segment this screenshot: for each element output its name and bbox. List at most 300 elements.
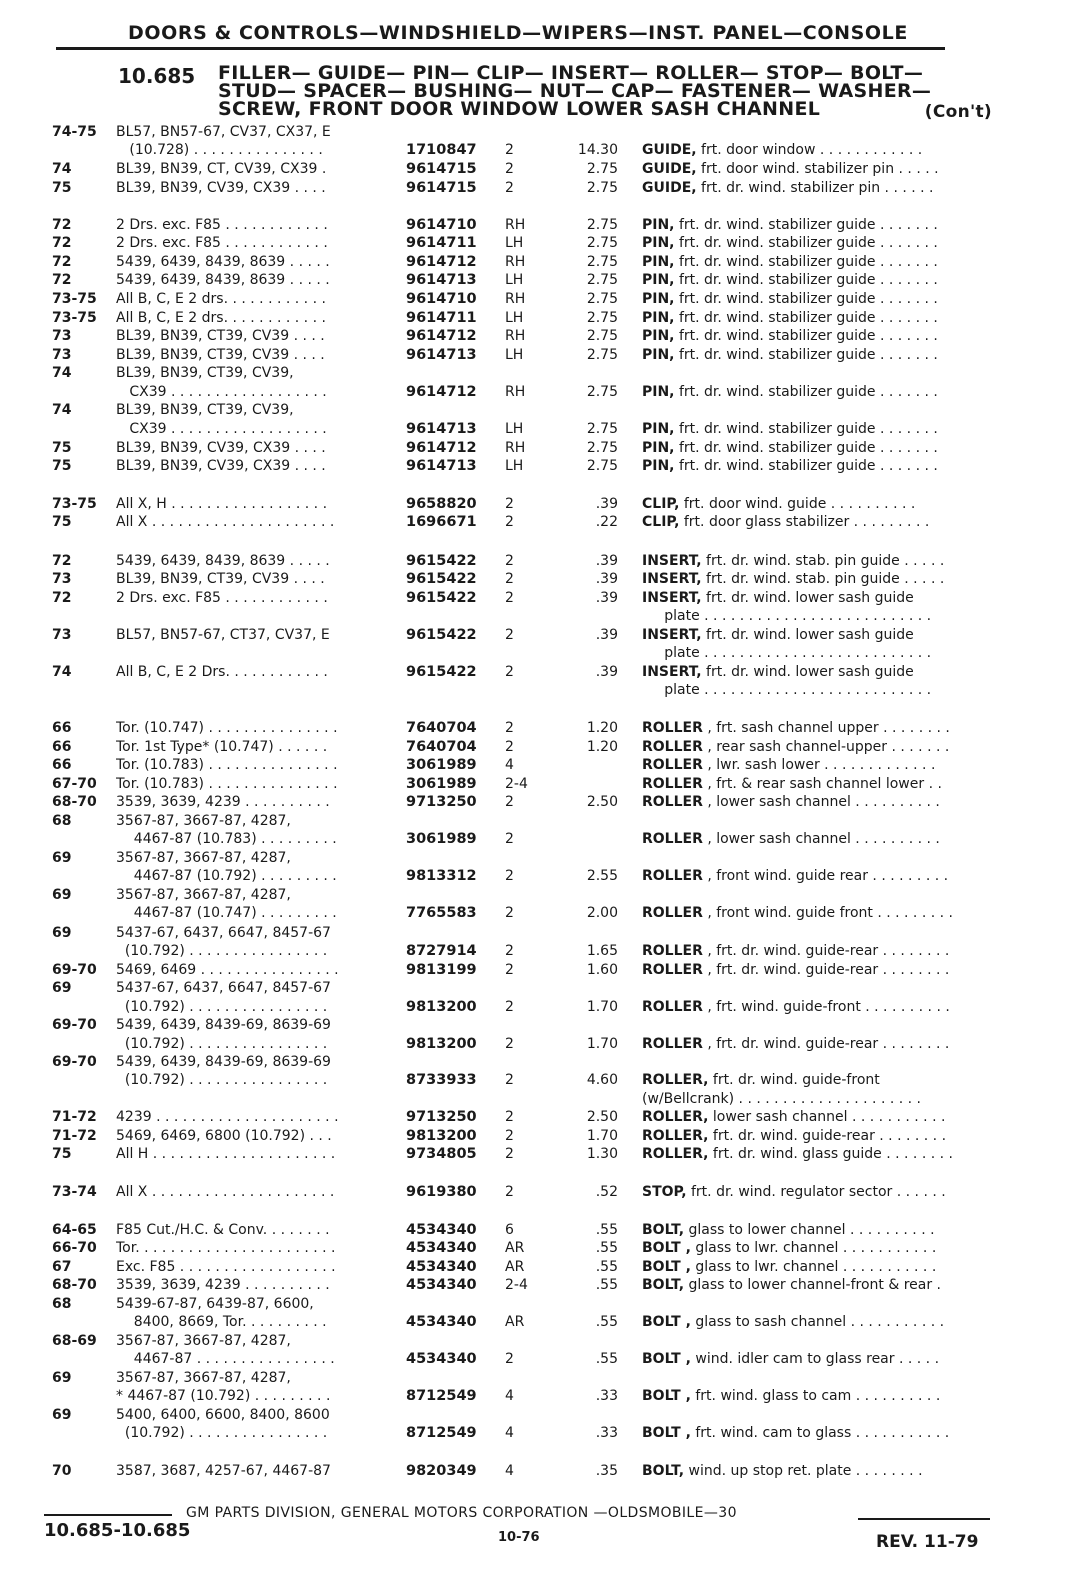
quantity-cell: LH [505,347,524,363]
price-cell: 1.60 [586,962,618,978]
description-cell [642,514,1007,531]
price-cell: 2.75 [586,328,618,344]
part-name: BOLT, [642,1222,685,1238]
year-cell: 72 [52,235,72,251]
model-cell: 5469, 6469 . . . . . . . . . . . . . . . . [116,962,339,978]
description-cell [642,384,1007,401]
price-cell: 1.20 [586,739,618,755]
description-cell [642,180,1007,197]
part-number-cell: 4534340 [406,1240,477,1256]
model-cell: 5439, 6439, 8439-69, 8639-69 [116,1017,331,1033]
description-cell [642,440,1007,457]
part-number-cell: 9614712 [406,328,477,344]
model-cell: BL39, BN39, CT39, CV39, [116,365,294,381]
part-name: ROLLER [642,739,703,755]
quantity-cell: 2 [505,794,514,810]
model-cell: Tor. . . . . . . . . . . . . . . . . . . . . . . [116,1240,336,1256]
price-cell: 1.70 [586,1128,618,1144]
part-description: frt. dr. wind. stabilizer guide . . . . . . . [674,235,938,251]
year-cell: 68 [52,813,72,829]
part-number-cell: 9713250 [406,794,477,810]
price-cell: .39 [595,627,618,643]
quantity-cell: 6 [505,1222,514,1238]
price-cell: 2.75 [586,161,618,177]
price-cell: 2.55 [586,868,618,884]
year-cell: 69-70 [52,962,97,978]
part-number-cell: 3061989 [406,776,477,792]
part-name: PIN, [642,254,675,270]
part-description: , frt. dr. wind. guide-rear . . . . . . . . [702,962,950,978]
part-description: frt. door window . . . . . . . . . . . . [696,142,923,158]
part-number-cell: 7640704 [406,739,477,755]
description-cell [642,720,1007,737]
part-name: PIN, [642,347,675,363]
quantity-cell: LH [505,235,524,251]
year-cell: 74 [52,402,72,418]
part-description: frt. wind. cam to glass . . . . . . . . . . . [690,1425,950,1441]
part-name: PIN, [642,440,675,456]
model-cell: BL57, BN57-67, CT37, CV37, E [116,627,330,643]
part-number-cell: 9615422 [406,553,477,569]
price-cell: 1.70 [586,999,618,1015]
part-number-cell: 9813312 [406,868,477,884]
description-cell [642,999,1007,1016]
part-name: PIN, [642,421,675,437]
description-cell [642,1388,1007,1405]
quantity-cell: 2 [505,664,514,680]
quantity-cell: 2 [505,999,514,1015]
quantity-cell: 2 [505,739,514,755]
part-number-cell: 9713250 [406,1109,477,1125]
part-description: wind. idler cam to glass rear . . . . . [690,1351,940,1367]
price-cell: .55 [595,1240,618,1256]
price-cell: .35 [595,1463,618,1479]
part-name: ROLLER [642,794,703,810]
year-cell: 74-75 [52,124,97,140]
quantity-cell: 4 [505,1388,514,1404]
year-cell: 69-70 [52,1017,97,1033]
part-description: frt. dr. wind. stabilizer guide . . . . . . . [674,254,938,270]
part-number-cell: 9614710 [406,217,477,233]
model-cell: (10.792) . . . . . . . . . . . . . . . . [116,1425,328,1441]
year-cell: 69 [52,850,72,866]
year-cell: 66 [52,757,72,773]
year-cell: 68-70 [52,794,97,810]
model-cell: 3567-87, 3667-87, 4287, [116,887,291,903]
year-cell: 72 [52,254,72,270]
year-cell: 72 [52,272,72,288]
part-number-cell: 9614713 [406,272,477,288]
quantity-cell: 2 [505,627,514,643]
price-cell: 2.75 [586,310,618,326]
price-cell: .33 [595,1425,618,1441]
quantity-cell: 2 [505,161,514,177]
year-cell: 72 [52,217,72,233]
part-name: PIN, [642,291,675,307]
part-description: frt. dr. wind. guide-rear . . . . . . . . [708,1128,947,1144]
quantity-cell: 2 [505,943,514,959]
part-number-cell: 9614715 [406,180,477,196]
model-cell: 3567-87, 3667-87, 4287, [116,1370,291,1386]
quantity-cell: 2 [505,1184,514,1200]
part-number-cell: 9615422 [406,664,477,680]
description-cell [642,943,1007,960]
part-description: frt. dr. wind. lower sash guide [701,590,914,606]
description-cell [642,235,1007,252]
price-cell: 2.50 [586,794,618,810]
part-description: , frt. wind. guide-front . . . . . . . . . . [702,999,950,1015]
section-title-line-2: STUD— SPACER— BUSHING— NUT— CAP— FASTENER— WASHER— [218,80,932,102]
description-cell [642,608,1007,625]
model-cell: 5437-67, 6437, 6647, 8457-67 [116,980,331,996]
price-cell: 1.30 [586,1146,618,1162]
part-description: frt. dr. wind. lower sash guide [701,627,914,643]
model-cell: 2 Drs. exc. F85 . . . . . . . . . . . . [116,590,328,606]
year-cell: 69 [52,1370,72,1386]
quantity-cell: RH [505,254,526,270]
model-cell: All X . . . . . . . . . . . . . . . . . . . . . [116,514,335,530]
part-description: , rear sash channel-upper . . . . . . . [702,739,950,755]
part-description: frt. wind. glass to cam . . . . . . . . . . [690,1388,941,1404]
quantity-cell: 4 [505,1463,514,1479]
description-cell [642,347,1007,364]
model-cell: BL57, BN57-67, CV37, CX37, E [116,124,331,140]
part-description: frt. dr. wind. stab. pin guide . . . . . [701,553,945,569]
model-cell: 3539, 3639, 4239 . . . . . . . . . . [116,794,330,810]
part-name: STOP, [642,1184,687,1200]
part-number-cell: 9614711 [406,235,477,251]
part-name: PIN, [642,235,675,251]
part-number-cell: 9619380 [406,1184,477,1200]
price-cell: .55 [595,1222,618,1238]
part-description: (w/Bellcrank) . . . . . . . . . . . . . . . . . . . . . [642,1091,922,1107]
price-cell: 2.00 [586,905,618,921]
part-number-cell: 9614710 [406,291,477,307]
part-description: , lower sash channel . . . . . . . . . . [702,794,940,810]
part-description: frt. dr. wind. stabilizer pin . . . . . . [696,180,934,196]
footer-page-number: 10-76 [498,1530,540,1545]
model-cell: All X, H . . . . . . . . . . . . . . . . . . [116,496,328,512]
footer-section-range: 10.685-10.685 [44,1520,191,1541]
part-description: frt. dr. wind. glass guide . . . . . . . . [708,1146,953,1162]
year-cell: 64-65 [52,1222,97,1238]
model-cell: 5439, 6439, 8439-69, 8639-69 [116,1054,331,1070]
part-name: ROLLER [642,776,703,792]
quantity-cell: 2 [505,1351,514,1367]
part-number-cell: 9813200 [406,1036,477,1052]
description-cell [642,682,1007,699]
price-cell: .55 [595,1259,618,1275]
description-cell [642,1277,1007,1294]
price-cell: .55 [595,1314,618,1330]
part-name: PIN, [642,310,675,326]
part-name: ROLLER [642,905,703,921]
description-cell [642,627,1007,644]
quantity-cell: 2 [505,553,514,569]
model-cell: Tor. (10.783) . . . . . . . . . . . . . . . [116,776,338,792]
year-cell: 73-75 [52,496,97,512]
price-cell: .33 [595,1388,618,1404]
part-number-cell: 9614711 [406,310,477,326]
price-cell: 2.75 [586,291,618,307]
part-number-cell: 9813200 [406,999,477,1015]
part-number-cell: 9614713 [406,421,477,437]
part-description: , frt. sash channel upper . . . . . . . . [702,720,950,736]
model-cell: 4467-87 (10.747) . . . . . . . . . [116,905,337,921]
part-description: wind. up stop ret. plate . . . . . . . . [684,1463,923,1479]
part-number-cell: 8712549 [406,1425,477,1441]
description-cell [642,1184,1007,1201]
price-cell: 2.75 [586,180,618,196]
part-name: INSERT, [642,571,702,587]
description-cell [642,962,1007,979]
year-cell: 67-70 [52,776,97,792]
description-cell [642,905,1007,922]
model-cell: BL39, BN39, CV39, CX39 . . . . [116,180,326,196]
part-description: frt. dr. wind. stabilizer guide . . . . . . . [674,328,938,344]
year-cell: 69 [52,887,72,903]
part-description: frt. dr. wind. stabilizer guide . . . . . . . [674,272,938,288]
part-description: glass to sash channel . . . . . . . . . . . [690,1314,945,1330]
price-cell: 2.75 [586,440,618,456]
description-cell [642,1146,1007,1163]
description-cell [642,1091,1007,1108]
part-name: ROLLER [642,868,703,884]
year-cell: 74 [52,365,72,381]
description-cell [642,1222,1007,1239]
model-cell: 3587, 3687, 4257-67, 4467-87 [116,1463,331,1479]
part-name: CLIP, [642,514,680,530]
footer-revision: REV. 11-79 [876,1532,979,1552]
part-number-cell: 9614712 [406,440,477,456]
quantity-cell: 2 [505,1036,514,1052]
footer-rule-left [44,1514,172,1516]
year-cell: 73 [52,571,72,587]
model-cell: 5469, 6469, 6800 (10.792) . . . [116,1128,332,1144]
quantity-cell: 2 [505,1146,514,1162]
year-cell: 68-69 [52,1333,97,1349]
price-cell: .39 [595,571,618,587]
quantity-cell: 2 [505,720,514,736]
price-cell: 2.75 [586,347,618,363]
description-cell [642,142,1007,159]
description-cell [642,739,1007,756]
part-description: frt. dr. wind. stabilizer guide . . . . . . . [674,217,938,233]
part-name: ROLLER [642,1036,703,1052]
part-number-cell: 9658820 [406,496,477,512]
year-cell: 75 [52,514,72,530]
part-name: ROLLER [642,999,703,1015]
price-cell: 2.50 [586,1109,618,1125]
model-cell: CX39 . . . . . . . . . . . . . . . . . . [116,384,327,400]
year-cell: 74 [52,664,72,680]
part-name: ROLLER [642,757,703,773]
quantity-cell: 2 [505,571,514,587]
part-description: glass to lower channel . . . . . . . . . . [684,1222,935,1238]
price-cell: 1.65 [586,943,618,959]
part-description: glass to lwr. channel . . . . . . . . . . . [690,1259,937,1275]
price-cell: 1.20 [586,720,618,736]
price-cell: 2.75 [586,217,618,233]
part-number-cell: 9615422 [406,571,477,587]
model-cell: 3567-87, 3667-87, 4287, [116,850,291,866]
part-description: frt. dr. wind. regulator sector . . . . . . [686,1184,946,1200]
year-cell: 75 [52,440,72,456]
model-cell: 5439, 6439, 8439, 8639 . . . . . [116,553,330,569]
model-cell: 8400, 8669, Tor. . . . . . . . . . [116,1314,327,1330]
price-cell: 2.75 [586,384,618,400]
section-number: 10.685 [118,64,196,88]
part-description: glass to lower channel-front & rear . [684,1277,942,1293]
footer-publisher: GM PARTS DIVISION, GENERAL MOTORS CORPORATION —OLDSMOBILE—30 [186,1505,737,1521]
part-number-cell: 7765583 [406,905,477,921]
year-cell: 69 [52,980,72,996]
part-number-cell: 8733933 [406,1072,477,1088]
model-cell: CX39 . . . . . . . . . . . . . . . . . . [116,421,327,437]
model-cell: 2 Drs. exc. F85 . . . . . . . . . . . . [116,235,328,251]
model-cell: Tor. (10.747) . . . . . . . . . . . . . . . [116,720,338,736]
part-name: GUIDE, [642,180,697,196]
part-description: frt. dr. wind. stabilizer guide . . . . . . . [674,384,938,400]
description-cell [642,664,1007,681]
page-header: DOORS & CONTROLS—WINDSHIELD—WIPERS—INST. PANEL—CONSOLE [128,22,908,44]
part-number-cell: 7640704 [406,720,477,736]
part-number-cell: 1710847 [406,142,477,158]
quantity-cell: RH [505,217,526,233]
quantity-cell: LH [505,310,524,326]
price-cell: 2.75 [586,421,618,437]
year-cell: 75 [52,1146,72,1162]
part-description: , front wind. guide rear . . . . . . . . . [702,868,949,884]
part-name: PIN, [642,458,675,474]
model-cell: Tor. 1st Type* (10.747) . . . . . . [116,739,328,755]
description-cell [642,1036,1007,1053]
year-cell: 67 [52,1259,72,1275]
part-description: frt. dr. wind. stabilizer guide . . . . . . . [674,347,938,363]
quantity-cell: 2 [505,831,514,847]
part-name: ROLLER, [642,1146,709,1162]
model-cell: All B, C, E 2 drs. . . . . . . . . . . . [116,310,326,326]
part-name: BOLT , [642,1351,691,1367]
quantity-cell: 2 [505,1109,514,1125]
model-cell: (10.792) . . . . . . . . . . . . . . . . [116,1036,328,1052]
model-cell: 5439, 6439, 8439, 8639 . . . . . [116,254,330,270]
year-cell: 75 [52,180,72,196]
part-number-cell: 4534340 [406,1277,477,1293]
price-cell: .52 [595,1184,618,1200]
part-name: PIN, [642,328,675,344]
price-cell: 4.60 [586,1072,618,1088]
part-name: ROLLER, [642,1072,709,1088]
model-cell: (10.792) . . . . . . . . . . . . . . . . [116,943,328,959]
price-cell: .39 [595,496,618,512]
description-cell [642,272,1007,289]
part-description: , lwr. sash lower . . . . . . . . . . . . . [702,757,936,773]
part-description: frt. dr. wind. guide-front [708,1072,880,1088]
part-name: BOLT , [642,1388,691,1404]
part-number-cell: 1696671 [406,514,477,530]
model-cell: 2 Drs. exc. F85 . . . . . . . . . . . . [116,217,328,233]
price-cell: .55 [595,1277,618,1293]
quantity-cell: 2 [505,514,514,530]
part-number-cell: 9614715 [406,161,477,177]
model-cell: (10.792) . . . . . . . . . . . . . . . . [116,1072,328,1088]
year-cell: 73-75 [52,310,97,326]
model-cell: BL39, BN39, CT39, CV39 . . . . [116,571,325,587]
description-cell [642,1128,1007,1145]
part-description: , frt. dr. wind. guide-rear . . . . . . . . [702,1036,950,1052]
description-cell [642,496,1007,513]
part-description: , frt. dr. wind. guide-rear . . . . . . . . [702,943,950,959]
quantity-cell: 2 [505,496,514,512]
description-cell [642,868,1007,885]
part-number-cell: 4534340 [406,1314,477,1330]
model-cell: BL39, BN39, CV39, CX39 . . . . [116,458,326,474]
part-number-cell: 9820349 [406,1463,477,1479]
quantity-cell: 2 [505,142,514,158]
part-description: lower sash channel . . . . . . . . . . . [708,1109,946,1125]
description-cell [642,161,1007,178]
part-description: frt. dr. wind. stabilizer guide . . . . . . . [674,291,938,307]
part-description: plate . . . . . . . . . . . . . . . . . . . . . . . . . . [642,608,932,624]
description-cell [642,590,1007,607]
model-cell: (10.728) . . . . . . . . . . . . . . . [116,142,323,158]
part-name: PIN, [642,272,675,288]
continued-label: (Con't) [924,102,992,122]
part-number-cell: 9615422 [406,590,477,606]
part-name: ROLLER, [642,1109,709,1125]
part-description: plate . . . . . . . . . . . . . . . . . . . . . . . . . . [642,682,932,698]
year-cell: 68 [52,1296,72,1312]
quantity-cell: LH [505,458,524,474]
year-cell: 70 [52,1463,72,1479]
description-cell [642,1072,1007,1089]
quantity-cell: 2 [505,905,514,921]
quantity-cell: AR [505,1240,525,1256]
price-cell: 14.30 [577,142,618,158]
year-cell: 73-75 [52,291,97,307]
part-number-cell: 9734805 [406,1146,477,1162]
model-cell: (10.792) . . . . . . . . . . . . . . . . [116,999,328,1015]
quantity-cell: AR [505,1259,525,1275]
description-cell [642,571,1007,588]
part-number-cell: 4534340 [406,1222,477,1238]
model-cell: All B, C, E 2 drs. . . . . . . . . . . . [116,291,326,307]
part-description: frt. dr. wind. stabilizer guide . . . . . . . [674,440,938,456]
part-description: frt. door wind. guide . . . . . . . . . . [679,496,916,512]
model-cell: 5437-67, 6437, 6647, 8457-67 [116,925,331,941]
part-name: ROLLER [642,831,703,847]
part-name: BOLT , [642,1314,691,1330]
model-cell: 4467-87 . . . . . . . . . . . . . . . . [116,1351,335,1367]
part-number-cell: 9813199 [406,962,477,978]
quantity-cell: RH [505,291,526,307]
part-name: ROLLER [642,720,703,736]
part-description: frt. door wind. stabilizer pin . . . . . [696,161,939,177]
model-cell: F85 Cut./H.C. & Conv. . . . . . . . [116,1222,330,1238]
year-cell: 71-72 [52,1109,97,1125]
model-cell: All B, C, E 2 Drs. . . . . . . . . . . . [116,664,328,680]
year-cell: 66 [52,739,72,755]
part-name: BOLT , [642,1425,691,1441]
part-number-cell: 9615422 [406,627,477,643]
part-name: GUIDE, [642,161,697,177]
description-cell [642,553,1007,570]
part-description: frt. door glass stabilizer . . . . . . . . . [679,514,930,530]
part-name: ROLLER [642,943,703,959]
model-cell: 3539, 3639, 4239 . . . . . . . . . . [116,1277,330,1293]
part-description: glass to lwr. channel . . . . . . . . . . . [690,1240,937,1256]
